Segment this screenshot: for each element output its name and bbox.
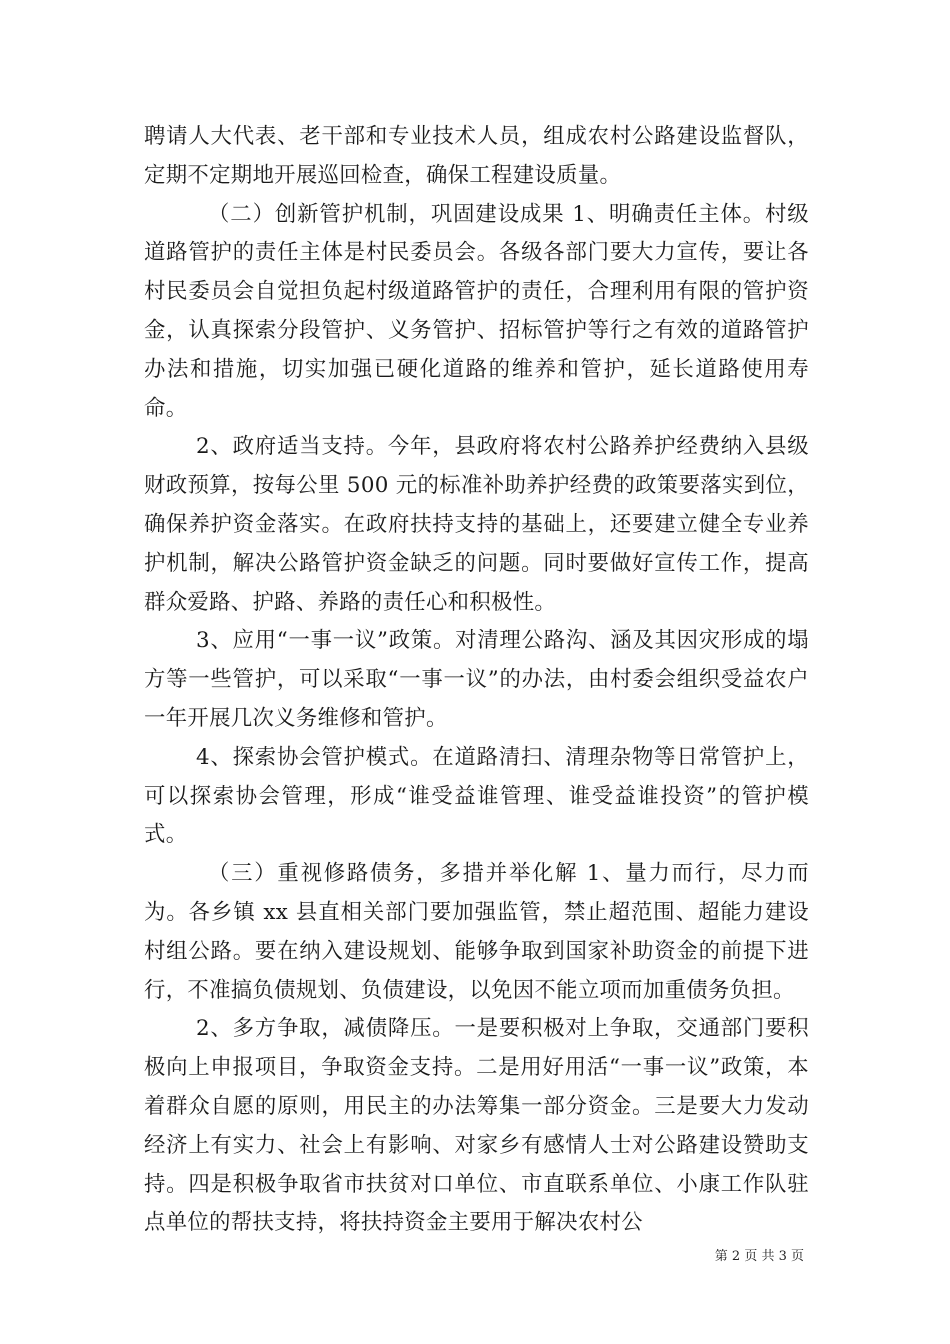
paragraph-section-3: （三）重视修路债务，多措并举化解 1、量力而行，尽力而为。各乡镇 xx 县直相关部门要加强监管，禁止超范围、超能力建设村组公路。要在纳入建设规划、能够争取到国家补助资金的前提下进行，不准搞负债规划、负债建设，以免因不能立项而加重债务负担。 bbox=[144, 861, 809, 1003]
paragraph-association-model: 4、探索协会管护模式。在道路清扫、清理杂物等日常管护上，可以探索协会管理，形成“谁受益谁管理、谁受益谁投资”的管护模式。 bbox=[144, 744, 809, 848]
document-body bbox=[144, 118, 809, 1243]
paragraph-multi-channel: 2、多方争取，减债降压。一是要积极对上争取，交通部门要积极向上申报项目，争取资金支持。二是用好用活“一事一议”政策，本着群众自愿的原则，用民主的办法筹集一部分资金。三是要大力发动经济上有实力、社会上有影响、对家乡有感情人士对公路建设赞助支持。四是积极争取省市扶贫对口单位、市直联系单位、小康工作队驻点单位的帮扶支持，将扶持资金主要用于解决农村公 bbox=[144, 1016, 809, 1236]
paragraph-section-2: （二）创新管护机制，巩固建设成果 1、明确责任主体。村级道路管护的责任主体是村民委员会。各级各部门要大力宣传，要让各村民委员会自觉担负起村级道路管护的责任，合理利用有限的管护资金，认真探索分段管护、义务管护、招标管护等行之有效的道路管护办法和措施，切实加强已硬化道路的维养和管护，延长道路使用寿命。 bbox=[144, 201, 809, 421]
page-number: 第 2 页 共 3 页 bbox=[714, 1249, 804, 1264]
paragraph-continuation: 聘请人大代表、老干部和专业技术人员，组成农村公路建设监督队，定期不定期地开展巡回检查，确保工程建设质量。 bbox=[144, 124, 809, 188]
paragraph-one-matter-policy: 3、应用“一事一议”政策。对清理公路沟、涵及其因灾形成的塌方等一些管护，可以采取“一事一议”的办法，由村委会组织受益农户一年开展几次义务维修和管护。 bbox=[144, 628, 809, 731]
paragraph-government-support: 2、政府适当支持。今年，县政府将农村公路养护经费纳入县级财政预算，按每公里 500 元的标准补助养护经费的政策要落实到位，确保养护资金落实。在政府扶持支持的基础上，还要建立健全专业养护机制，解决公路管护资金缺乏的问题。同时要做好宣传工作，提高群众爱路、护路、养路的责任心和积极性。 bbox=[144, 434, 809, 615]
